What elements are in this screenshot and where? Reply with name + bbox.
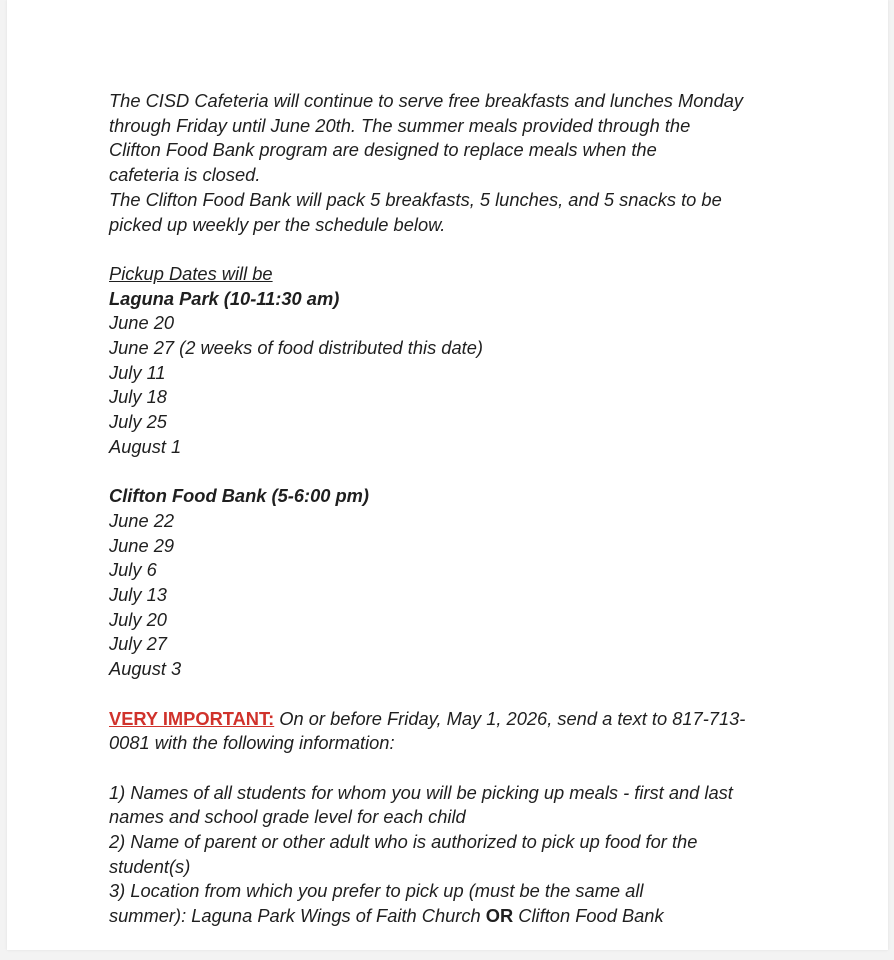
item-3-text-end: Clifton Food Bank [513, 905, 664, 927]
intro-line: through Friday until June 20th. The summer meals provided through the [109, 114, 691, 136]
item-3-cont [109, 904, 809, 929]
intro-line: Clifton Food Bank program are designed to replace meals when the [109, 139, 657, 161]
pickup-date: July 25 [109, 411, 167, 433]
intro-line: The Clifton Food Bank will pack 5 breakfasts, 5 lunches, and 5 snacks to be [109, 188, 722, 210]
intro-line: picked up weekly per the schedule below. [109, 213, 446, 235]
item-1: 1) Names of all students for whom you will be picking up meals - first and last [109, 781, 733, 803]
very-important-label: VERY IMPORTANT: [109, 707, 275, 729]
pickup-date: August 3 [109, 658, 182, 680]
pickup-date: July 20 [109, 608, 167, 630]
pickup-date: July 11 [109, 361, 166, 383]
pickup-date: August 1 [109, 435, 182, 457]
item-2: 2) Name of parent or other adult who is authorized to pick up food for the [109, 831, 698, 853]
item-1-cont: names and school grade level for each child [109, 806, 466, 828]
document-page [7, 0, 888, 950]
pickup-date: June 22 [109, 509, 175, 531]
document-content [109, 89, 809, 929]
intro-paragraph [109, 89, 809, 237]
item-2-cont: student(s) [109, 855, 191, 877]
item-3: 3) Location from which you prefer to pick up (must be the same all [109, 880, 644, 902]
clifton-food-bank-dates [109, 509, 809, 682]
pickup-date: July 27 [109, 633, 167, 655]
important-text: On or before Friday, May 1, 2026, send a text to 817-713- [274, 707, 746, 729]
intro-line: The CISD Cafeteria will continue to serve free breakfasts and lunches Monday [109, 90, 744, 111]
pickup-date: July 6 [109, 559, 157, 581]
laguna-park-title: Laguna Park (10-11:30 am) [109, 287, 340, 309]
pickup-date: July 13 [109, 584, 167, 606]
pickup-date: June 20 [109, 312, 175, 334]
laguna-park-dates [109, 311, 809, 459]
pickup-date: June 27 (2 weeks of food distributed this date) [109, 337, 483, 359]
pickup-date: June 29 [109, 534, 175, 556]
pickup-date: July 18 [109, 386, 167, 408]
intro-line: cafeteria is closed. [109, 164, 261, 186]
item-3-text: summer): Laguna Park Wings of Faith Church [109, 905, 486, 927]
or-word: OR [485, 905, 514, 927]
important-line-2: 0081 with the following information: [109, 732, 395, 754]
pickup-heading: Pickup Dates will be [109, 262, 273, 284]
important-line [109, 707, 809, 732]
clifton-food-bank-title: Clifton Food Bank (5-6:00 pm) [109, 485, 369, 507]
